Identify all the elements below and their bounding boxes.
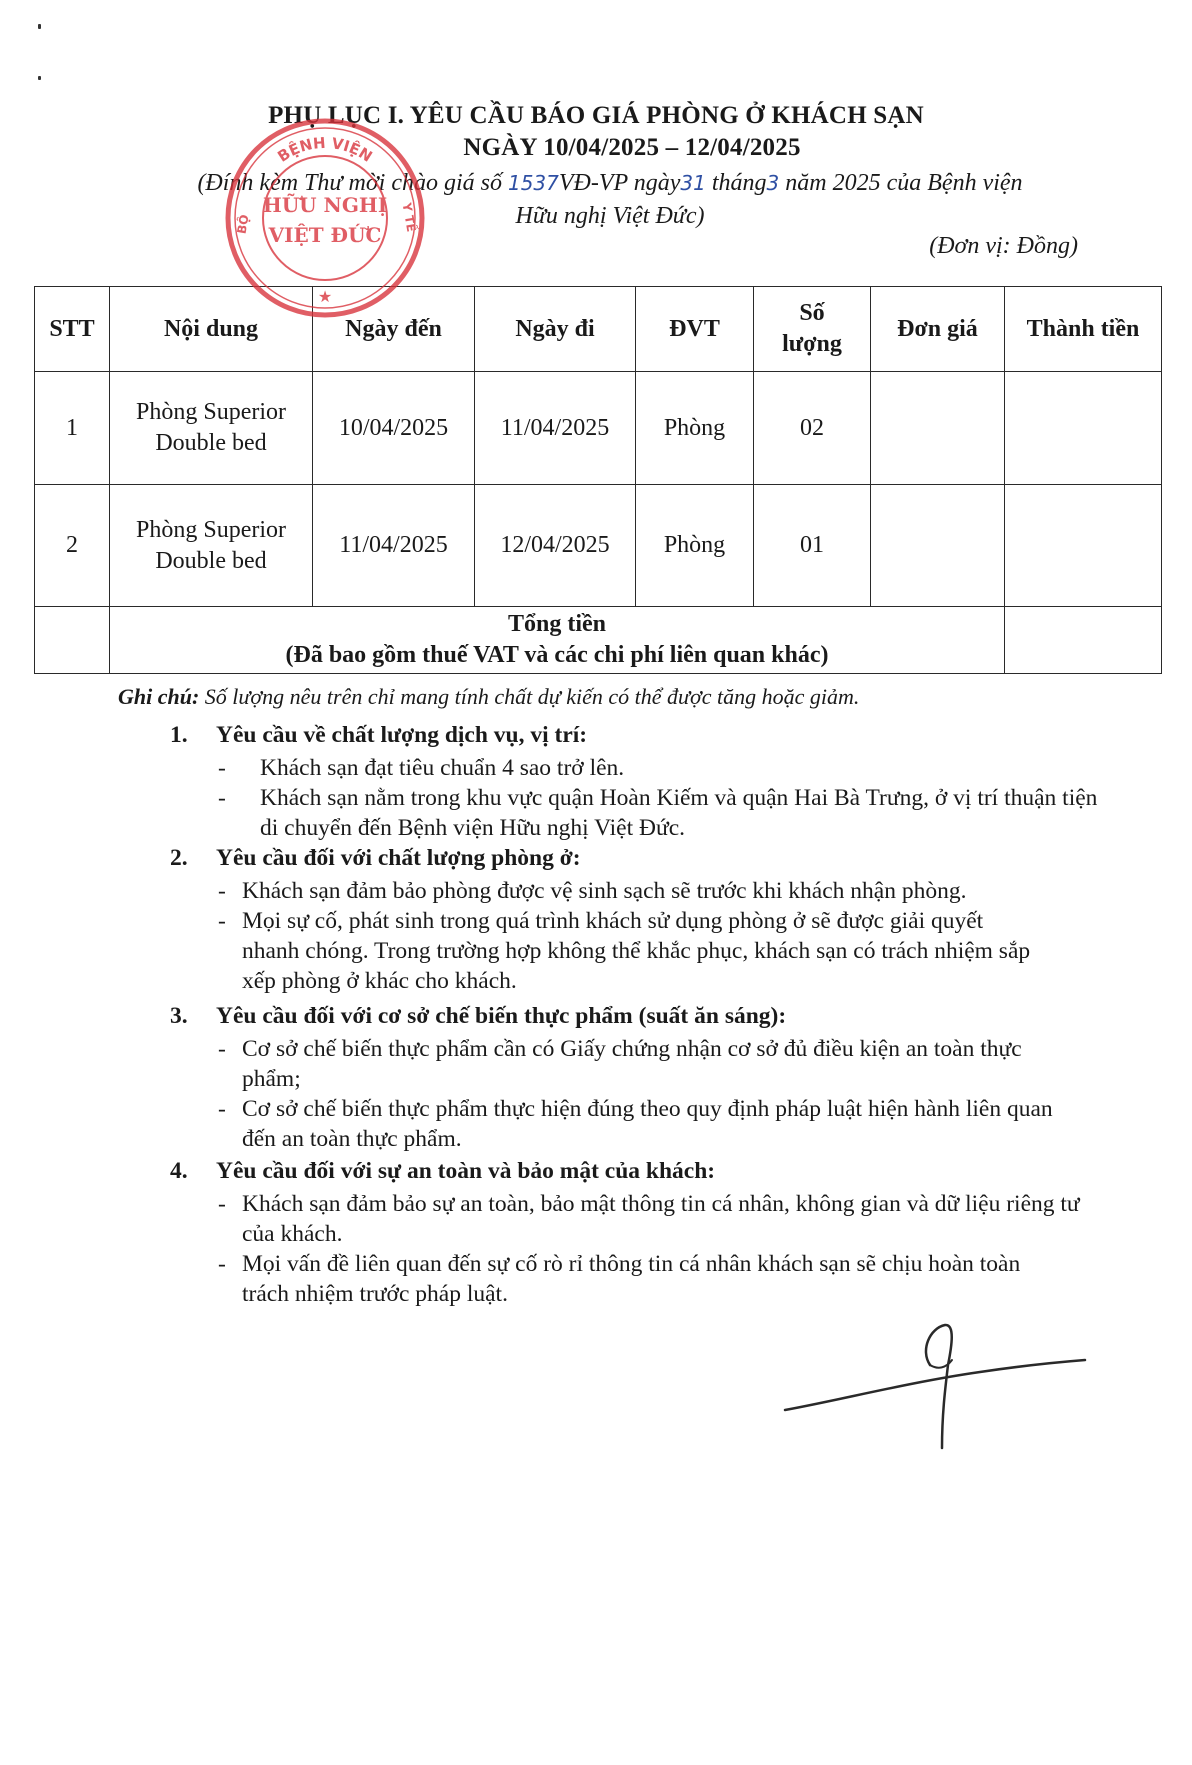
page-title: PHỤ LỤC I. YÊU CẦU BÁO GIÁ PHÒNG Ở KHÁCH SẠN xyxy=(268,102,924,129)
header-quantity xyxy=(754,287,871,372)
requirement-bullet xyxy=(170,906,1122,996)
stamp-top-text: BỆNH VIỆN xyxy=(274,133,376,166)
table-header-row xyxy=(35,287,1162,372)
scan-speck xyxy=(38,76,41,80)
bullet-text: Cơ sở chế biến thực phẩm thực hiện đúng theo quy định pháp luật hiện hành liên quan đến an toàn thực phẩm. xyxy=(242,1096,1053,1152)
cell-stt: 2 xyxy=(35,485,110,607)
header-stt: STT xyxy=(35,287,110,372)
date-range: NGÀY 10/04/2025 – 12/04/2025 xyxy=(463,134,801,161)
cell-arrival: 10/04/2025 xyxy=(313,372,475,485)
header-content: Nội dung xyxy=(110,287,313,372)
table-row xyxy=(35,372,1162,485)
requirement-heading xyxy=(170,1158,1092,1189)
bullet-dash: - xyxy=(218,1036,226,1062)
attachment-mid2: tháng xyxy=(705,170,767,196)
cell-unit: Phòng xyxy=(636,372,754,485)
cell-price xyxy=(871,485,1005,607)
handwritten-month: 3 xyxy=(766,171,780,195)
requirement-section xyxy=(170,845,1122,996)
cell-arrival: 11/04/2025 xyxy=(313,485,475,607)
content-line1: Phòng Superior xyxy=(136,516,286,543)
bullet-text: Khách sạn đảm bảo phòng được vệ sinh sạch sẽ trước khi khách nhận phòng. xyxy=(242,878,967,904)
bullet-text: Khách sạn đảm bảo sự an toàn, bảo mật thông tin cá nhân, không gian và dữ liệu riêng tư của khách. xyxy=(242,1191,1080,1247)
scan-speck xyxy=(38,24,41,29)
table-row xyxy=(35,485,1162,607)
bullet-dash: - xyxy=(218,755,226,781)
requirement-heading xyxy=(170,722,1110,753)
attachment-suffix: năm 2025 của Bệnh viện xyxy=(779,170,1023,196)
requirement-title: Yêu cầu về chất lượng dịch vụ, vị trí: xyxy=(216,722,588,748)
requirement-bullet xyxy=(170,1094,1092,1154)
cell-departure: 11/04/2025 xyxy=(475,372,636,485)
total-amount-cell xyxy=(1005,607,1162,674)
stamp-line1: HỮU NGHỊ xyxy=(262,193,388,217)
requirement-bullet xyxy=(170,1249,1092,1309)
total-label: Tổng tiền xyxy=(507,611,606,637)
requirement-title: Yêu cầu đối với chất lượng phòng ở: xyxy=(216,845,581,871)
requirement-number: 1. xyxy=(170,722,188,748)
cell-amount xyxy=(1005,372,1162,485)
requirement-bullet xyxy=(170,783,1110,843)
note-text: Số lượng nêu trên chỉ mang tính chất dự kiến có thể được tăng hoặc giảm. xyxy=(199,684,860,709)
header-unit: ĐVT xyxy=(636,287,754,372)
stamp-line2: VIỆT ĐỨC xyxy=(268,223,382,247)
bullet-dash: - xyxy=(218,1251,226,1277)
stamp-left-text: BỘ xyxy=(234,213,252,236)
requirement-number: 2. xyxy=(170,845,188,871)
bullet-dash: - xyxy=(218,1096,226,1122)
attachment-line2: Hữu nghị Việt Đức) xyxy=(515,203,705,229)
requirement-title: Yêu cầu đối với sự an toàn và bảo mật của khách: xyxy=(216,1158,716,1184)
attachment-mid1: VĐ-VP ngày xyxy=(558,170,681,196)
header-amount: Thành tiền xyxy=(1005,287,1162,372)
note-label: Ghi chú: xyxy=(118,684,200,709)
header-arrival: Ngày đến xyxy=(313,287,475,372)
cell-price xyxy=(871,372,1005,485)
currency-unit: (Đơn vị: Đồng) xyxy=(929,233,1078,259)
requirement-heading xyxy=(170,1003,1092,1034)
header-departure: Ngày đi xyxy=(475,287,636,372)
total-note: (Đã bao gồm thuế VAT và các chi phí liên quan khác) xyxy=(285,642,829,668)
cell-quantity: 02 xyxy=(754,372,871,485)
requirement-section xyxy=(170,722,1110,843)
handwritten-signature xyxy=(780,1320,1090,1450)
stamp-right-text: Y TẾ xyxy=(399,201,419,233)
header-quantity-text: Số lượng xyxy=(782,300,842,357)
handwritten-number: 1537 xyxy=(507,171,559,195)
bullet-text: Khách sạn nằm trong khu vực quận Hoàn Kiếm và quận Hai Bà Trưng, ở vị trí thuận tiện di chuyển đến Bệnh viện Hữu nghị Việt Đức. xyxy=(260,785,1098,841)
bullet-dash: - xyxy=(218,1191,226,1217)
handwritten-day: 31 xyxy=(680,171,706,195)
requirement-heading xyxy=(170,845,1122,876)
attachment-prefix: (Đính kèm Thư mời chào giá số xyxy=(197,170,508,196)
bullet-dash: - xyxy=(218,908,226,934)
bullet-text: Khách sạn đạt tiêu chuẩn 4 sao trở lên. xyxy=(260,755,625,781)
cell-amount xyxy=(1005,485,1162,607)
header-price: Đơn giá xyxy=(871,287,1005,372)
bullet-dash: - xyxy=(218,785,226,811)
requirement-bullet xyxy=(170,753,1110,783)
cell-departure: 12/04/2025 xyxy=(475,485,636,607)
requirement-bullet xyxy=(170,1189,1092,1249)
requirement-bullet xyxy=(170,1034,1092,1094)
bullet-text: Cơ sở chế biến thực phẩm cần có Giấy chứng nhận cơ sở đủ điều kiện an toàn thực phẩm; xyxy=(242,1036,1022,1092)
content-line1: Phòng Superior xyxy=(136,399,286,425)
requirement-section xyxy=(170,1003,1092,1154)
bullet-text: Mọi vấn đề liên quan đến sự cố rò rỉ thông tin cá nhân khách sạn sẽ chịu hoàn toàn trách nhiệm trước pháp luật. xyxy=(242,1251,1021,1307)
cell-stt: 1 xyxy=(35,372,110,485)
requirement-number: 4. xyxy=(170,1158,188,1184)
content-line2: Double bed xyxy=(155,430,267,456)
content-line2: Double bed xyxy=(155,547,267,574)
bullet-dash: - xyxy=(218,878,226,904)
cell-content xyxy=(110,372,313,485)
requirement-bullet xyxy=(170,876,1122,906)
cell-content xyxy=(110,485,313,607)
cell-quantity: 01 xyxy=(754,485,871,607)
table-total-row xyxy=(35,607,1162,674)
requirement-number: 3. xyxy=(170,1003,188,1029)
bullet-text: Mọi sự cố, phát sinh trong quá trình khách sử dụng phòng ở sẽ được giải quyết nhanh chóng. Trong trường hợp không thể khắc phục, khách sạn có trách nhiệm sắp xếp phòng ở khác cho khách. xyxy=(242,908,1031,994)
stamp-star-icon: ★ xyxy=(317,287,333,306)
attachment-reference xyxy=(150,167,1070,236)
requirement-section xyxy=(170,1158,1092,1309)
total-empty-cell xyxy=(35,607,110,674)
requirement-title: Yêu cầu đối với cơ sở chế biến thực phẩm (suất ăn sáng): xyxy=(216,1003,787,1029)
total-label-cell xyxy=(110,607,1005,674)
cell-unit: Phòng xyxy=(636,485,754,607)
quote-table xyxy=(34,286,1162,674)
note xyxy=(118,684,859,710)
